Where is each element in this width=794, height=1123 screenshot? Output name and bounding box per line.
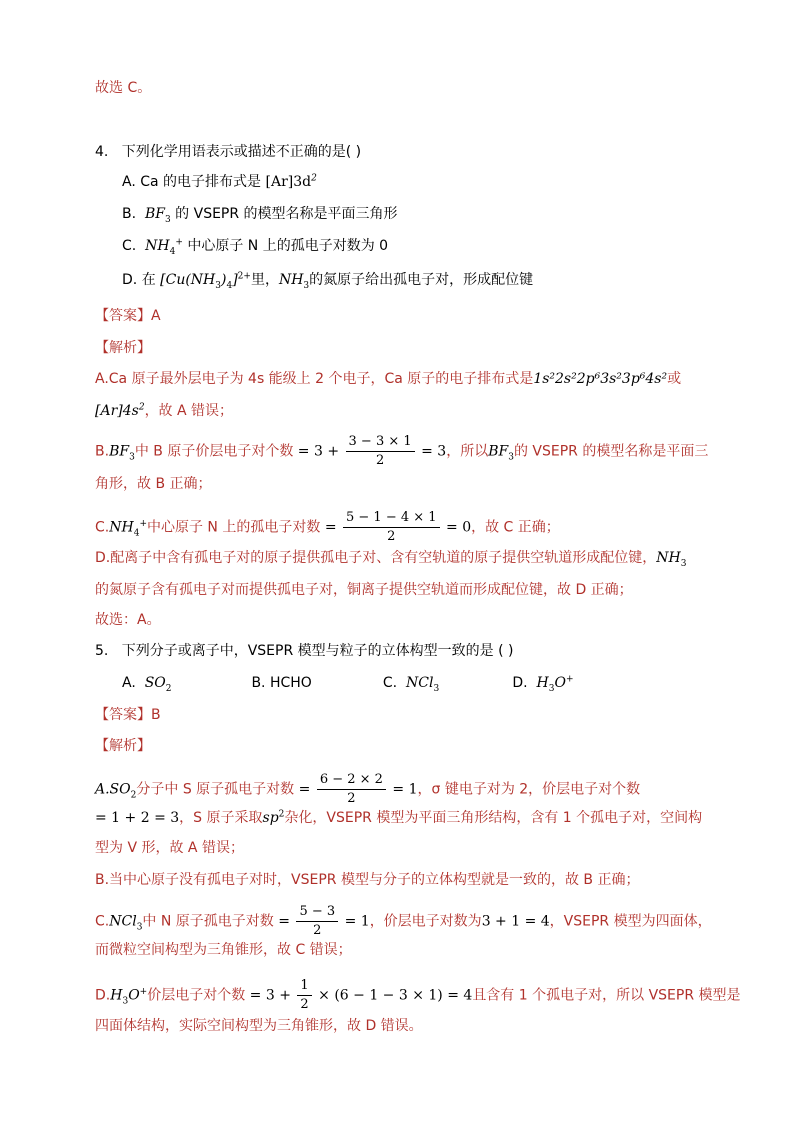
q5-analysis-label: 【解析】	[95, 738, 151, 754]
q5-analysis-a-line3: 型为 V 形，故 A 错误；	[95, 840, 244, 856]
q4-stem: 下列化学用语表示或描述不正确的是( )	[121, 144, 362, 160]
q4-option-a: A. Ca 的电子排布式是 $[Ar]3d^2$	[122, 173, 317, 190]
q4-analysis-label: 【解析】	[95, 340, 151, 356]
q5-option-c: C. NCl$_3$	[382, 675, 440, 694]
previous-conclusion: 故选 C。	[95, 80, 152, 96]
q4-option-d: D. 在 $[Cu(NH_3)_4]^{2+}$里，$NH_3$的氮原子给出孤电子对，形成配位键	[122, 271, 534, 291]
b-fraction: $\frac{3 - 3 \times 1}{2}$	[346, 434, 415, 469]
q4-conclusion: 故选：A。	[95, 612, 161, 628]
q4-number: 4.	[95, 144, 109, 160]
q5-a-fraction: $\frac{6 - 2 \times 2}{2}$	[317, 772, 386, 807]
q4-analysis-c-line: $C.NH_4^+$中心原子 N 上的孤电子对数 = $\frac{5 - 1 - 4 \times 1}{2}$ = 0，故 C 正确；	[95, 510, 560, 544]
q4-option-b: B. $BF_3$ 的 VSEPR 的模型名称是平面三角形	[122, 206, 398, 225]
q4-analysis-a-line1: A.Ca 原子最外层电子为 4s 能级上 2 个电子，Ca 原子的电子排布式是1s²2s²2p⁶3s²3p⁶4s²或	[95, 371, 682, 387]
q4-analysis-d-line1: D.配离子中含有孤电子对的原子提供孤电子对、含有空轨道的原子提供空轨道形成配位键，$NH_3$	[95, 550, 687, 569]
q5-number: 5.	[95, 643, 109, 659]
q5-stem-line	[95, 641, 513, 661]
q5-option-a: A. $SO_2$	[122, 675, 172, 694]
q4-stem-line	[95, 142, 361, 162]
q5-analysis-c-line1: C.NCl$_3$中 N 原子孤电子对数 = $\frac{5 - 3}{2}$ = 1，价层电子对数为3 + 1 = 4，VSEPR 模型为四面体，	[95, 904, 712, 938]
q5-answer: 【答案】B	[95, 707, 161, 723]
q5-analysis-a-line2: = 1 + 2 = 3，S 原子采取$sp^2$杂化，VSEPR 模型为平面三角形结构，含有 1 个孤电子对，空间构	[95, 809, 703, 826]
c-fraction: $\frac{5 - 1 - 4 \times 1}{2}$	[343, 510, 440, 545]
q5-options	[122, 673, 573, 693]
q5-analysis-a-line1: $A.SO_2$分子中 S 原子孤电子对数 = $\frac{6 - 2 \times 2}{2}$ = 1，σ 键电子对为 2，价层电子对个数	[95, 772, 641, 806]
q4-analysis-a-line2: $[Ar]4s^2$，故 A 错误；	[95, 402, 234, 419]
q5-option-d: D. $H_3O^+$	[512, 674, 574, 694]
q5-analysis-d-line1: $D.H_3O^+$价层电子对个数 = 3 + $\frac{1}{2}$ × (6 − 1 − 3 × 1) = 4且含有 1 个孤电子对，所以 VSEPR 模型是	[95, 978, 741, 1012]
q5-analysis-b-line: B.当中心原子没有孤电子对时，VSEPR 模型与分子的立体构型就是一致的，故 B 正确；	[95, 872, 640, 888]
q5-stem: 下列分子或离子中，VSEPR 模型与粒子的立体构型一致的是 ( )	[121, 643, 514, 659]
q5-option-b: B. HCHO	[251, 675, 312, 691]
q4-option-c: C. $NH_4^+$ 中心原子 N 上的孤电子对数为 0	[122, 237, 389, 257]
q5-analysis-d-line2: 四面体结构，实际空间构型为三角锥形，故 D 错误。	[95, 1018, 423, 1034]
q4-analysis-d-line2: 的氮原子含有孤电子对而提供孤电子对，铜离子提供空轨道而形成配位键，故 D 正确；	[95, 582, 633, 598]
q5-c-fraction: $\frac{5 - 3}{2}$	[296, 904, 338, 939]
q4-analysis-b-line1: $B.BF_3$中 B 原子价层电子对个数 = 3 + $\frac{3 - 3 \times 1}{2}$ = 3，所以$BF_3$的 VSEPR 的模型名称是平面三	[95, 434, 709, 468]
q4-analysis-b-line2: 角形，故 B 正确；	[95, 476, 212, 492]
q4-answer: 【答案】A	[95, 308, 161, 324]
q5-analysis-c-line2: 而微粒空间构型为三角锥形，故 C 错误；	[95, 942, 352, 958]
q5-d-fraction: $\frac{1}{2}$	[297, 978, 311, 1013]
